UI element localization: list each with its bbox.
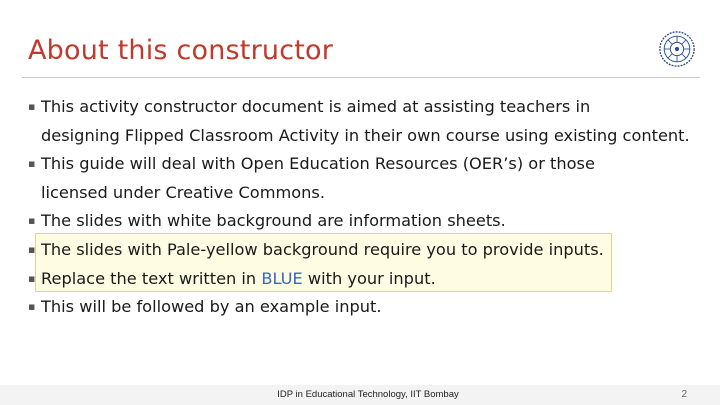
list-item (29, 150, 709, 207)
bullet-marker-icon: ▪ (28, 214, 36, 228)
bullet-text-segment: Replace the text written in (41, 268, 262, 288)
bullet-marker-icon: ▪ (28, 157, 36, 171)
bullet-text-line (41, 265, 709, 294)
bullet-text-line: licensed under Creative Commons. (41, 182, 325, 202)
bullet-text-line: The slides with Pale-yellow background require you to provide inputs. (41, 239, 604, 259)
bullet-marker-icon: ▪ (28, 300, 36, 314)
bullet-text-line: The slides with white background are information sheets. (41, 211, 506, 231)
bullet-text-line: This activity constructor document is aimed at assisting teachers in (41, 97, 591, 116)
bullet-text-line: designing Flipped Classroom Activity in their own course using existing content. (41, 125, 690, 145)
title-divider (22, 77, 700, 78)
page-number: 2 (681, 389, 687, 400)
list-item (29, 265, 709, 294)
iit-bombay-seal-icon (658, 30, 696, 68)
bullet-text-line: This will be followed by an example input. (41, 297, 382, 317)
blue-keyword: BLUE (261, 268, 303, 288)
bullet-marker-icon: ▪ (28, 100, 36, 113)
list-item (29, 293, 709, 322)
list-item (29, 93, 709, 150)
bullet-marker-icon: ▪ (28, 271, 36, 285)
slide-title: About this constructor (28, 35, 334, 66)
list-item (29, 207, 709, 236)
bullet-marker-icon: ▪ (28, 242, 36, 256)
footer-text: IDP in Educational Technology, IIT Bombay (277, 389, 459, 400)
bullet-text-line: This guide will deal with Open Education Resources (OER’s) or those (41, 154, 595, 174)
bullet-list (29, 93, 709, 322)
list-item (29, 236, 709, 265)
bullet-text-segment: with your input. (302, 268, 436, 288)
